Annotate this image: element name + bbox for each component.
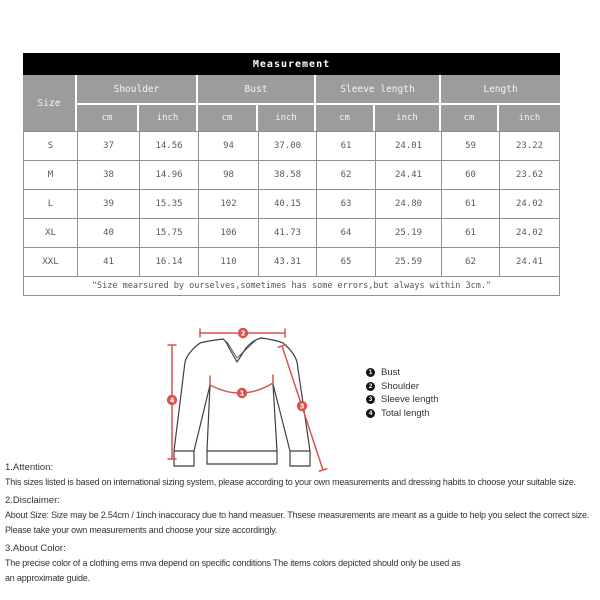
value-cell: 110 [198,247,258,276]
table-note-row [23,276,560,296]
size-cell: M [23,160,77,189]
value-cell: 25.59 [375,247,441,276]
table-row [23,160,560,189]
size-cell: L [23,189,77,218]
unit-header-cm: cm [77,105,139,131]
column-header-shoulder: Shoulder [77,75,198,105]
note-disclaimer [5,493,599,538]
table-title-row [23,53,560,75]
value-cell: 40 [77,218,139,247]
unit-header-cm: cm [198,105,258,131]
sleeve-length-measure-line [278,345,327,471]
value-cell: 63 [316,189,375,218]
value-cell: 65 [316,247,375,276]
legend-1-icon: 1 [366,368,375,377]
value-cell: 38.58 [258,160,316,189]
table-row [23,247,560,276]
note-heading: 1.Attention: [5,462,54,473]
sweater-outline [174,338,310,466]
value-cell: 15.35 [139,189,198,218]
value-cell: 25.19 [375,218,441,247]
notes-section [5,460,599,589]
legend-label: Shoulder [381,380,420,392]
value-cell: 59 [441,131,499,160]
column-header-size: Size [23,75,77,131]
table-row [23,189,560,218]
table-unit-header-row [23,105,560,131]
value-cell: 24.41 [499,247,560,276]
value-cell: 24.02 [499,218,560,247]
value-cell: 43.31 [258,247,316,276]
note-about-color [5,541,599,586]
measurement-table [23,53,560,296]
table-note: "Size mearsured by ourselves,sometimes has some errors,but always within 3cm." [23,276,560,296]
column-header-length: Length [441,75,560,105]
value-cell: 61 [316,131,375,160]
value-cell: 41 [77,247,139,276]
note-text: an approximate guide. [5,573,90,583]
table-title: Measurement [23,53,560,75]
table-row [23,131,560,160]
unit-header-cm: cm [316,105,375,131]
value-cell: 24.02 [499,189,560,218]
value-cell: 37.00 [258,131,316,160]
legend-item-bust [366,366,439,380]
value-cell: 40.15 [258,189,316,218]
value-cell: 98 [198,160,258,189]
table-group-header-row [23,75,560,105]
unit-header-inch: inch [139,105,198,131]
value-cell: 62 [316,160,375,189]
diagram-legend [366,366,439,420]
unit-header-cm: cm [441,105,499,131]
marker-1: 1 [239,389,245,398]
legend-item-shoulder [366,380,439,394]
marker-2: 2 [240,329,246,338]
value-cell: 23.22 [499,131,560,160]
shoulder-measure-line [200,328,285,338]
table-row [23,218,560,247]
value-cell: 106 [198,218,258,247]
value-cell: 14.96 [139,160,198,189]
value-cell: 23.62 [499,160,560,189]
value-cell: 24.01 [375,131,441,160]
value-cell: 14.56 [139,131,198,160]
legend-item-sleeve-length [366,393,439,407]
value-cell: 64 [316,218,375,247]
value-cell: 94 [198,131,258,160]
note-heading: 2.Disclaimer: [5,495,60,506]
legend-3-icon: 3 [366,395,375,404]
value-cell: 24.41 [375,160,441,189]
value-cell: 38 [77,160,139,189]
size-cell: XXL [23,247,77,276]
size-cell: XL [23,218,77,247]
value-cell: 62 [441,247,499,276]
value-cell: 24.80 [375,189,441,218]
unit-header-inch: inch [258,105,316,131]
size-cell: S [23,131,77,160]
value-cell: 61 [441,189,499,218]
unit-header-inch: inch [375,105,441,131]
value-cell: 16.14 [139,247,198,276]
value-cell: 102 [198,189,258,218]
value-cell: 61 [441,218,499,247]
legend-item-total-length [366,407,439,421]
legend-2-icon: 2 [366,382,375,391]
bust-measure-line [210,375,273,398]
value-cell: 41.73 [258,218,316,247]
note-text: Please take your own measurements and choose your size accordingly. [5,525,278,535]
column-header-sleeve-length: Sleeve length [316,75,441,105]
note-heading: 3.About Color: [5,543,66,554]
note-text: About Size: Size may be 2.54cm / 1inch inaccuracy due to hand measuer. Thsese measurements are meant as a guide to help you select the correct size. [5,510,590,520]
marker-3: 3 [299,402,305,411]
note-text: The precise color of a clothing ems mva depend on specific conditions The items colors depicted should only be used as [5,558,461,568]
value-cell: 39 [77,189,139,218]
column-header-bust: Bust [198,75,316,105]
legend-label: Sleeve length [381,394,439,406]
legend-label: Bust [381,367,401,379]
unit-header-inch: inch [499,105,560,131]
marker-4: 4 [169,396,175,405]
value-cell: 15.75 [139,218,198,247]
value-cell: 60 [441,160,499,189]
note-attention [5,460,599,490]
value-cell: 37 [77,131,139,160]
legend-4-icon: 4 [366,409,375,418]
note-text: This sizes listed is based on international sizing system, please according to your own measurements and dressing habits to choose your suitable size. [5,477,576,487]
legend-label: Total length [381,407,430,419]
